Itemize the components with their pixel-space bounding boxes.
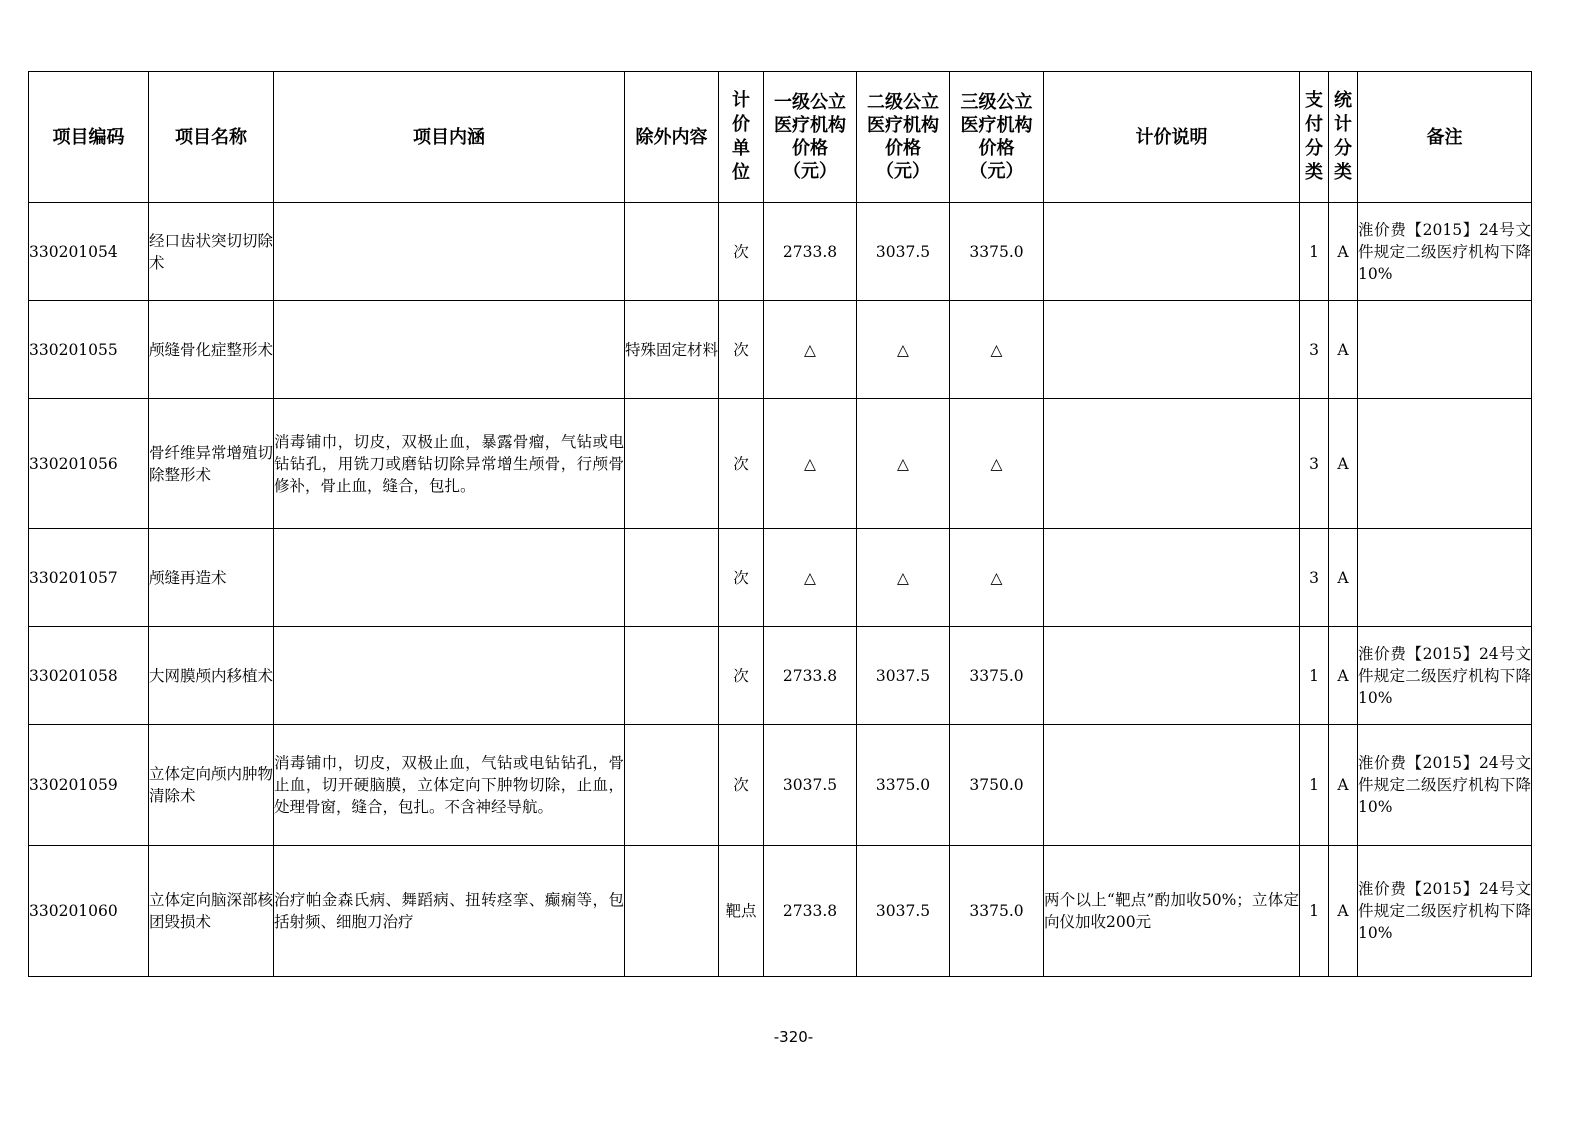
row-stat: A — [1329, 725, 1358, 846]
row-exclude — [625, 627, 719, 725]
row-explain: 两个以上“靶点”酌加收50%；立体定向仪加收200元 — [1044, 846, 1300, 977]
row-price1: △ — [764, 301, 857, 399]
row-pay: 3 — [1300, 529, 1329, 627]
header-pay-text: 支付分类 — [1305, 90, 1323, 183]
header-note: 备注 — [1358, 72, 1532, 203]
row-stat: A — [1329, 627, 1358, 725]
row-name: 立体定向颅内肿物清除术 — [149, 725, 274, 846]
row-content: 消毒铺巾，切皮，双极止血，气钻或电钻钻孔，骨止血，切开硬脑膜，立体定向下肿物切除，止血，处理骨窗，缝合，包扎。不含神经导航。 — [274, 725, 625, 846]
row-pay: 3 — [1300, 399, 1329, 529]
row-exclude: 特殊固定材料 — [625, 301, 719, 399]
row-stat: A — [1329, 301, 1358, 399]
row-explain — [1044, 725, 1300, 846]
price-table — [28, 71, 1532, 977]
row-explain — [1044, 203, 1300, 301]
row-name: 立体定向脑深部核团毁损术 — [149, 846, 274, 977]
row-code: 330201057 — [29, 529, 149, 627]
row-price3: 3375.0 — [950, 627, 1044, 725]
header-price3-text: 三级公立医疗机构价格（元） — [960, 92, 1033, 182]
row-pay: 1 — [1300, 203, 1329, 301]
header-code: 项目编码 — [29, 72, 149, 203]
row-stat: A — [1329, 203, 1358, 301]
row-price3: △ — [950, 399, 1044, 529]
table-row — [29, 725, 1532, 846]
row-note: 淮价费【2015】24号文件规定二级医疗机构下降10% — [1358, 725, 1532, 846]
row-price2: 3037.5 — [857, 203, 950, 301]
row-price3: △ — [950, 301, 1044, 399]
row-price1: 3037.5 — [764, 725, 857, 846]
header-explain: 计价说明 — [1044, 72, 1300, 203]
header-row — [29, 72, 1532, 203]
row-price2: △ — [857, 529, 950, 627]
row-price2: 3037.5 — [857, 627, 950, 725]
row-content — [274, 529, 625, 627]
row-exclude — [625, 399, 719, 529]
row-exclude — [625, 203, 719, 301]
row-unit: 次 — [719, 529, 764, 627]
row-explain — [1044, 301, 1300, 399]
row-explain — [1044, 399, 1300, 529]
header-pay — [1300, 72, 1329, 203]
table-row — [29, 301, 1532, 399]
row-note — [1358, 301, 1532, 399]
table-row — [29, 627, 1532, 725]
header-stat — [1329, 72, 1358, 203]
row-code: 330201059 — [29, 725, 149, 846]
row-content — [274, 301, 625, 399]
table-row — [29, 846, 1532, 977]
table-row — [29, 529, 1532, 627]
header-unit-text: 计价单位 — [732, 90, 750, 183]
table-row — [29, 399, 1532, 529]
row-price3: 3375.0 — [950, 846, 1044, 977]
row-price1: 2733.8 — [764, 627, 857, 725]
header-price3 — [950, 72, 1044, 203]
row-price1: △ — [764, 529, 857, 627]
header-name: 项目名称 — [149, 72, 274, 203]
row-content: 治疗帕金森氏病、舞蹈病、扭转痉挛、癫痫等，包括射频、细胞刀治疗 — [274, 846, 625, 977]
row-pay: 1 — [1300, 846, 1329, 977]
table-row — [29, 203, 1532, 301]
row-exclude — [625, 725, 719, 846]
table-body — [29, 203, 1532, 977]
header-stat-text: 统计分类 — [1334, 90, 1352, 183]
row-name: 骨纤维异常增殖切除整形术 — [149, 399, 274, 529]
row-note — [1358, 529, 1532, 627]
row-price2: △ — [857, 301, 950, 399]
row-note — [1358, 399, 1532, 529]
row-name: 经口齿状突切切除术 — [149, 203, 274, 301]
row-unit: 次 — [719, 301, 764, 399]
row-explain — [1044, 529, 1300, 627]
row-price3: 3750.0 — [950, 725, 1044, 846]
row-price1: 2733.8 — [764, 203, 857, 301]
row-unit: 次 — [719, 203, 764, 301]
row-explain — [1044, 627, 1300, 725]
header-price2 — [857, 72, 950, 203]
row-price2: 3037.5 — [857, 846, 950, 977]
row-code: 330201055 — [29, 301, 149, 399]
row-exclude — [625, 529, 719, 627]
row-content: 消毒铺巾，切皮，双极止血，暴露骨瘤，气钻或电钻钻孔，用铣刀或磨钻切除异常增生颅骨，行颅骨修补，骨止血，缝合，包扎。 — [274, 399, 625, 529]
header-price2-text: 二级公立医疗机构价格（元） — [866, 92, 939, 182]
row-code: 330201054 — [29, 203, 149, 301]
row-exclude — [625, 846, 719, 977]
row-unit: 次 — [719, 725, 764, 846]
row-unit: 靶点 — [719, 846, 764, 977]
row-name: 颅缝再造术 — [149, 529, 274, 627]
header-price1 — [764, 72, 857, 203]
row-note: 淮价费【2015】24号文件规定二级医疗机构下降10% — [1358, 846, 1532, 977]
row-price3: △ — [950, 529, 1044, 627]
row-code: 330201058 — [29, 627, 149, 725]
row-pay: 1 — [1300, 725, 1329, 846]
row-price2: 3375.0 — [857, 725, 950, 846]
row-name: 大网膜颅内移植术 — [149, 627, 274, 725]
row-price1: 2733.8 — [764, 846, 857, 977]
header-exclude: 除外内容 — [625, 72, 719, 203]
row-code: 330201056 — [29, 399, 149, 529]
header-price1-text: 一级公立医疗机构价格（元） — [773, 92, 846, 182]
page-number: -320- — [773, 1028, 814, 1046]
row-price1: △ — [764, 399, 857, 529]
row-content — [274, 627, 625, 725]
header-unit — [719, 72, 764, 203]
row-unit: 次 — [719, 399, 764, 529]
header-content: 项目内涵 — [274, 72, 625, 203]
row-stat: A — [1329, 399, 1358, 529]
row-price2: △ — [857, 399, 950, 529]
row-pay: 3 — [1300, 301, 1329, 399]
row-stat: A — [1329, 529, 1358, 627]
row-price3: 3375.0 — [950, 203, 1044, 301]
row-note: 淮价费【2015】24号文件规定二级医疗机构下降10% — [1358, 627, 1532, 725]
row-content — [274, 203, 625, 301]
row-code: 330201060 — [29, 846, 149, 977]
row-name: 颅缝骨化症整形术 — [149, 301, 274, 399]
row-pay: 1 — [1300, 627, 1329, 725]
row-unit: 次 — [719, 627, 764, 725]
row-stat: A — [1329, 846, 1358, 977]
row-note: 淮价费【2015】24号文件规定二级医疗机构下降10% — [1358, 203, 1532, 301]
